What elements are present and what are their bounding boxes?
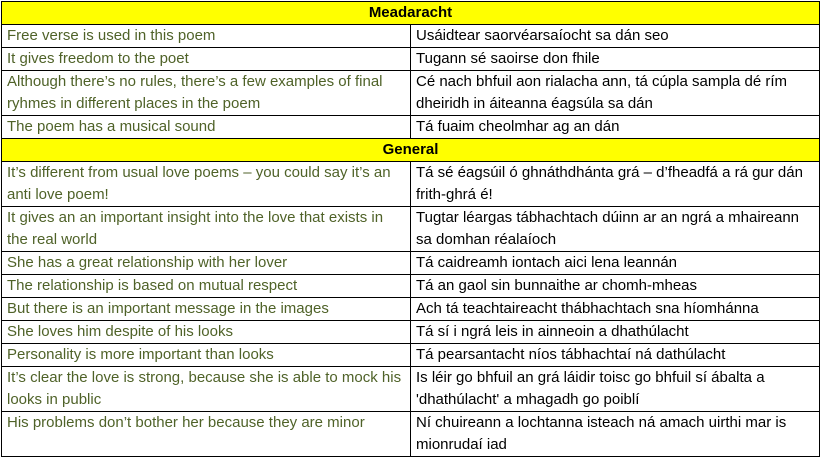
section-title: Meadaracht: [2, 2, 820, 25]
table-row: [2, 116, 820, 139]
irish-cell: Tá caidreamh iontach aici lena leannán: [411, 252, 820, 275]
table-row: [2, 207, 820, 252]
english-cell: Although there’s no rules, there’s a few examples of final ryhmes in different places in the poem: [2, 71, 411, 116]
english-cell: Personality is more important than looks: [2, 344, 411, 367]
irish-cell: Usáidtear saorvéarsaíocht sa dán seo: [411, 25, 820, 48]
irish-cell: Tá pearsantacht níos tábhachtaí ná dathúlacht: [411, 344, 820, 367]
table-row: [2, 162, 820, 207]
english-cell: It gives freedom to the poet: [2, 48, 411, 71]
vocabulary-table: [1, 1, 820, 457]
english-cell: She has a great relationship with her lover: [2, 252, 411, 275]
section-title: General: [2, 139, 820, 162]
section-header-row: [2, 2, 820, 25]
irish-cell: Tá fuaim cheolmhar ag an dán: [411, 116, 820, 139]
table-row: [2, 25, 820, 48]
irish-cell: Ach tá teachtaireacht thábhachtach sna híomhánna: [411, 298, 820, 321]
english-cell: His problems don’t bother her because they are minor: [2, 412, 411, 457]
english-cell: It’s different from usual love poems – you could say it’s an anti love poem!: [2, 162, 411, 207]
irish-cell: Cé nach bhfuil aon rialacha ann, tá cúpla sampla dé rím dheiridh in áiteanna éagsúla sa dán: [411, 71, 820, 116]
table-row: [2, 275, 820, 298]
english-cell: It gives an an important insight into the love that exists in the real world: [2, 207, 411, 252]
table-row: [2, 321, 820, 344]
english-cell: She loves him despite of his looks: [2, 321, 411, 344]
table-row: [2, 344, 820, 367]
english-cell: But there is an important message in the images: [2, 298, 411, 321]
english-cell: The relationship is based on mutual respect: [2, 275, 411, 298]
irish-cell: Tá sí i ngrá leis in ainneoin a dhathúlacht: [411, 321, 820, 344]
table-row: [2, 298, 820, 321]
english-cell: Free verse is used in this poem: [2, 25, 411, 48]
irish-cell: Tá an gaol sin bunnaithe ar chomh-mheas: [411, 275, 820, 298]
table-row: [2, 71, 820, 116]
irish-cell: Tá sé éagsúil ó ghnáthdhánta grá – d’fheadfá a rá gur dán frith-ghrá é!: [411, 162, 820, 207]
english-cell: It’s clear the love is strong, because she is able to mock his looks in public: [2, 367, 411, 412]
section-header-row: [2, 139, 820, 162]
english-cell: The poem has a musical sound: [2, 116, 411, 139]
table-row: [2, 367, 820, 412]
table-row: [2, 48, 820, 71]
irish-cell: Ní chuireann a lochtanna isteach ná amach uirthi mar is mionrudaí iad: [411, 412, 820, 457]
irish-cell: Tugtar léargas tábhachtach dúinn ar an ngrá a mhaireann sa domhan réalaíoch: [411, 207, 820, 252]
table-row: [2, 252, 820, 275]
irish-cell: Is léir go bhfuil an grá láidir toisc go bhfuil sí ábalta a 'dhathúlacht' a mhagadh go poiblí: [411, 367, 820, 412]
irish-cell: Tugann sé saoirse don fhile: [411, 48, 820, 71]
table-row: [2, 412, 820, 457]
